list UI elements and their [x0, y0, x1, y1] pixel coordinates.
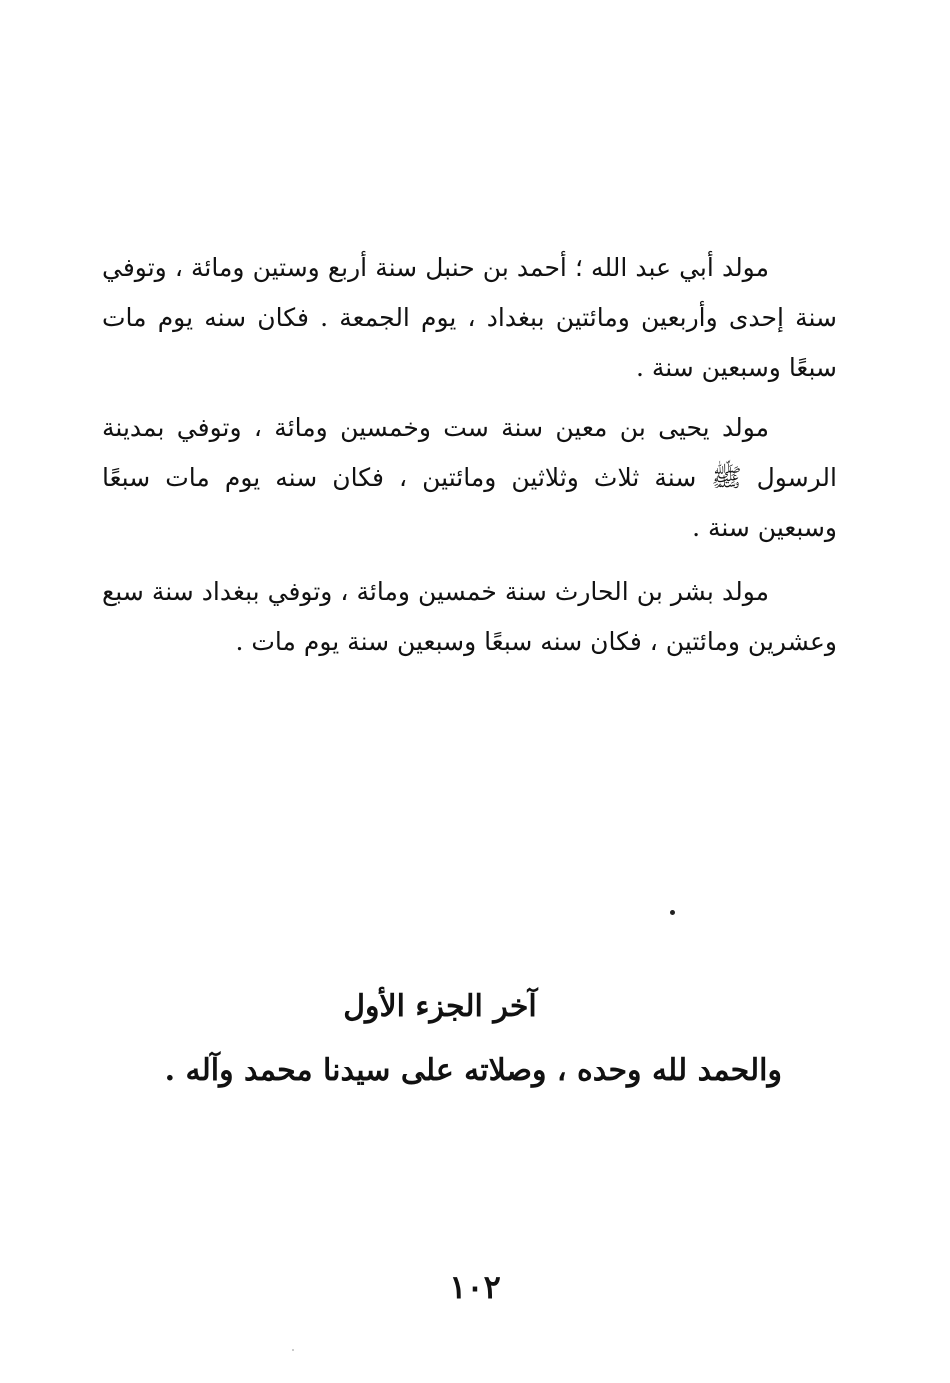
section-end-heading: آخر الجزء الأول	[343, 989, 537, 1024]
scan-speck	[292, 1349, 294, 1351]
paragraph-text: مولد يحيى بن معين سنة ست وخمسين ومائة ، وتوفي بمدينة الرسول ﷺ سنة ثلاث وثلاثين ومائتين ، فكان سنه يوم مات سبعًا وسبعين سنة .	[102, 413, 837, 542]
paragraph-text: مولد بشر بن الحارث سنة خمسين ومائة ، وتوفي ببغداد سنة سبع وعشرين ومائتين ، فكان سنه سبعًا وسبعين سنة يوم مات .	[102, 577, 837, 656]
closing-doxology: والحمد لله وحده ، وصلاته على سيدنا محمد وآله .	[164, 1053, 782, 1088]
ornament-dot	[670, 910, 675, 915]
paragraph-text: مولد أبي عبد الله ؛ أحمد بن حنبل سنة أربع وستين ومائة ، وتوفي سنة إحدى وأربعين ومائتين ببغداد ، يوم الجمعة . فكان سنه يوم مات سبعًا وسبعين سنة .	[102, 253, 837, 382]
paragraph-ahmad-ibn-hanbal	[102, 243, 837, 393]
paragraph-yahya-ibn-main	[102, 403, 837, 553]
page-number: ١٠٢	[449, 1268, 501, 1306]
paragraph-bishr-ibn-al-harith	[102, 567, 837, 667]
